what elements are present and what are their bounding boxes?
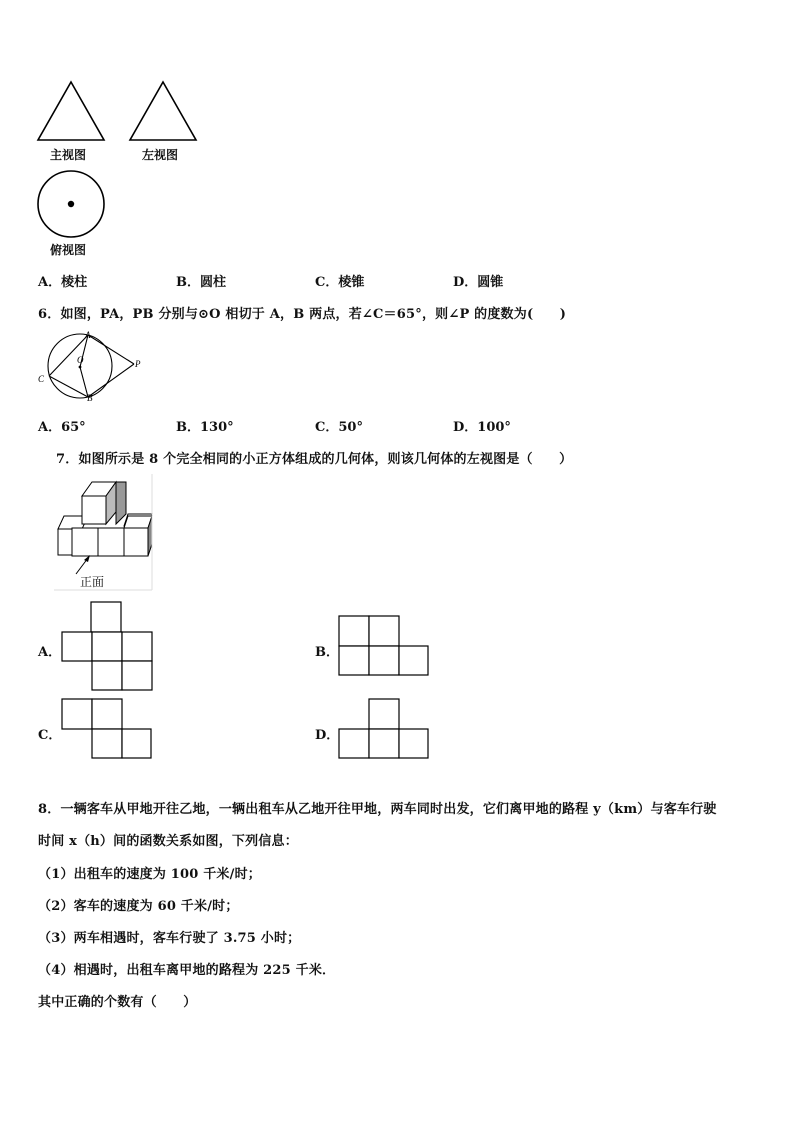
q7-option-b-letter[interactable]: B． [315,645,339,660]
q7-option-b-view[interactable] [338,615,430,677]
front-view-label: 主视图 [50,148,87,162]
q6-circle-tangent-figure [36,330,156,402]
q8-item-4: （4）相遇时，出租车离甲地的路程为 225 千米． [38,963,336,978]
q8-stem-line1: 8．一辆客车从甲地开往乙地，一辆出租车从乙地开往甲地，两车同时出发，它们离甲地的路程 y（km）与客车行驶 [38,802,717,817]
q5-option-d[interactable]: D．圆锥 [453,275,504,290]
q8-question: 其中正确的个数有（ ） [38,995,197,1010]
q7-option-a-view[interactable] [61,601,153,693]
q6-option-d[interactable]: D．100° [453,420,511,435]
label-o: O [77,355,84,365]
front-direction-label: 正面 [80,575,105,589]
top-view-circle [36,169,106,239]
q8-item-3: （3）两车相遇时，客车行驶了 3.75 小时； [38,931,301,946]
top-view-label: 俯视图 [50,243,87,257]
q7-stem: 7．如图所示是 8 个完全相同的小正方体组成的几何体，则该几何体的左视图是（ ） [56,452,573,467]
q7-option-d-letter[interactable]: D． [315,728,340,743]
q5-option-c[interactable]: C．棱锥 [315,275,365,290]
label-b: B [87,393,93,403]
q6-stem: 6．如图，PA，PB 分别与⊙O 相切于 A，B 两点，若∠C＝65°，则∠P 的度数为( ) [38,307,567,322]
left-view-triangle [128,80,198,142]
q5-option-b[interactable]: B．圆柱 [176,275,227,290]
q7-option-d-view[interactable] [338,698,430,760]
q8-item-2: （2）客车的速度为 60 千米/时； [38,899,239,914]
q8-stem-line2: 时间 x（h）间的函数关系如图，下列信息： [38,834,298,849]
q7-option-c-view[interactable] [61,698,153,760]
left-view-label: 左视图 [142,148,179,162]
q7-option-c-letter[interactable]: C． [38,728,62,743]
q7-option-a-letter[interactable]: A． [38,645,62,660]
label-p: P [135,359,141,369]
front-view-triangle [36,80,106,142]
q6-option-c[interactable]: C．50° [315,420,363,435]
label-c: C [38,374,45,384]
q6-option-a[interactable]: A．65° [38,420,86,435]
label-a: A [85,330,91,340]
q5-option-a[interactable]: A．棱柱 [38,275,88,290]
q8-item-1: （1）出租车的速度为 100 千米/时； [38,867,261,882]
q6-option-b[interactable]: B．130° [176,420,234,435]
